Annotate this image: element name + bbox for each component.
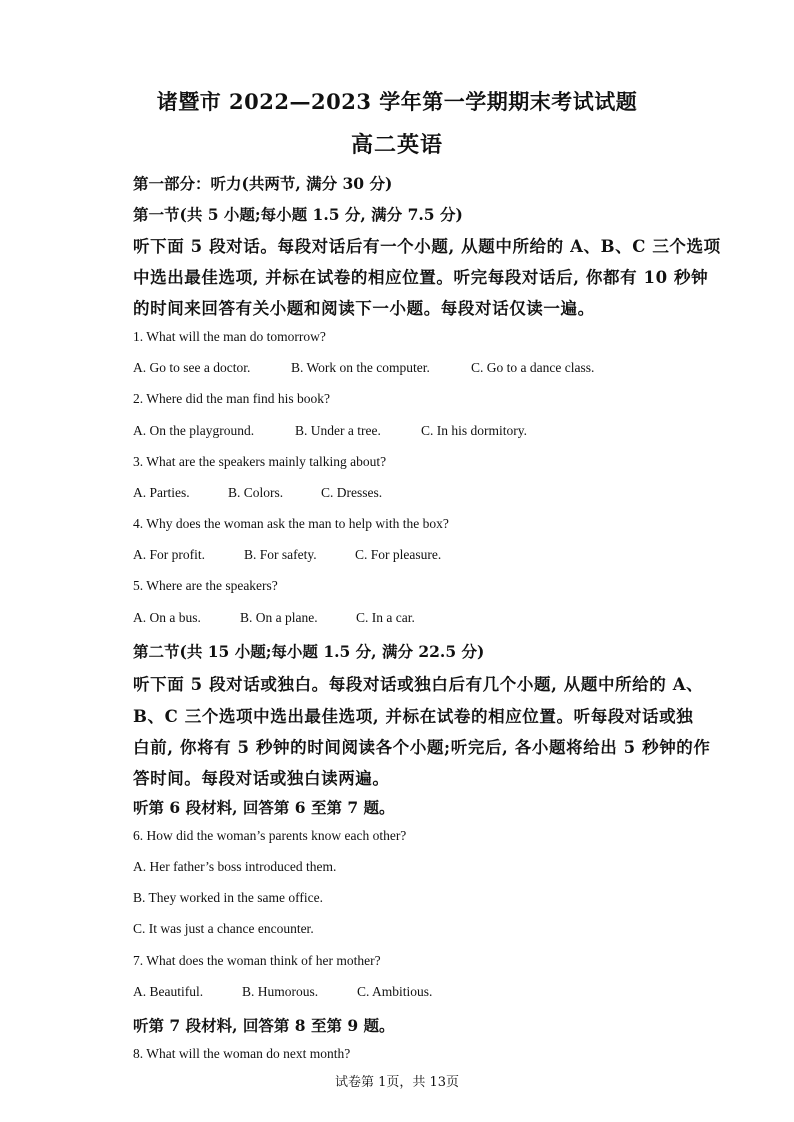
- q6-option-c: C. It was just a chance encounter.: [133, 921, 314, 936]
- section2-instruction-line: 听下面 5 段对话或独白。每段对话或独白后有几个小题, 从题中所给的 A、: [133, 675, 704, 694]
- q5-option-c: C. In a car.: [356, 610, 415, 625]
- question-3: 3. What are the speakers mainly talking about?: [133, 454, 387, 469]
- question-2: 2. Where did the man find his book?: [133, 391, 330, 406]
- question-4: 4. Why does the woman ask the man to help with the box?: [133, 516, 449, 531]
- question-6: 6. How did the woman’s parents know each other?: [133, 828, 407, 843]
- q2-option-a: A. On the playground.: [133, 423, 255, 438]
- question-7: 7. What does the woman think of her mother?: [133, 953, 381, 968]
- subject-title: 高二英语: [350, 132, 443, 158]
- q7-option-c: C. Ambitious.: [357, 984, 433, 999]
- section2-heading: 第二节(共 15 小题;每小题 1.5 分, 满分 22.5 分): [133, 642, 485, 661]
- exam-title: 诸暨市 2022—2023 学年第一学期期末考试试题: [156, 89, 638, 114]
- q1-option-b: B. Work on the computer.: [291, 360, 430, 375]
- q5-option-b: B. On a plane.: [240, 610, 318, 625]
- q2-option-b: B. Under a tree.: [295, 423, 381, 438]
- q3-option-b: B. Colors.: [228, 485, 284, 500]
- section2-instruction-line: 答时间。每段对话或独白读两遍。: [133, 769, 390, 788]
- q5-option-a: A. On a bus.: [133, 610, 201, 625]
- section1-heading: 第一节(共 5 小题;每小题 1.5 分, 满分 7.5 分): [133, 205, 463, 224]
- q3-option-a: A. Parties.: [133, 485, 190, 500]
- q6-option-b: B. They worked in the same office.: [133, 890, 323, 905]
- q7-option-a: A. Beautiful.: [133, 984, 204, 999]
- section2-instruction-line: 白前, 你将有 5 秒钟的时间阅读各个小题;听完后, 各小题将给出 5 秒钟的作: [133, 738, 711, 757]
- q7-option-b: B. Humorous.: [242, 984, 319, 999]
- q4-option-b: B. For safety.: [244, 547, 317, 562]
- q2-option-c: C. In his dormitory.: [421, 423, 527, 438]
- question-1: 1. What will the man do tomorrow?: [133, 329, 326, 344]
- page-footer: 试卷第 1页，共 13页: [334, 1075, 460, 1090]
- q3-option-c: C. Dresses.: [321, 485, 383, 500]
- part1-heading: 第一部分：听力(共两节, 满分 30 分): [133, 174, 393, 193]
- q1-option-a: A. Go to see a doctor.: [133, 360, 251, 375]
- q6-option-a: A. Her father’s boss introduced them.: [133, 859, 337, 874]
- section1-instruction-line: 的时间来回答有关小题和阅读下一小题。每段对话仅读一遍。: [133, 299, 595, 318]
- section1-instruction-line: 中选出最佳选项, 并标在试卷的相应位置。听完每段对话后, 你都有 10 秒钟: [133, 268, 709, 287]
- question-5: 5. Where are the speakers?: [133, 578, 278, 593]
- material6-heading: 听第 6 段材料, 回答第 6 至第 7 题。: [133, 798, 395, 817]
- q4-option-a: A. For profit.: [133, 547, 205, 562]
- section2-instruction-line: B、C 三个选项中选出最佳选项, 并标在试卷的相应位置。听每段对话或独: [133, 707, 694, 726]
- q4-option-c: C. For pleasure.: [355, 547, 442, 562]
- section1-instruction-line: 听下面 5 段对话。每段对话后有一个小题, 从题中所给的 A、B、C 三个选项: [133, 237, 721, 256]
- material7-heading: 听第 7 段材料, 回答第 8 至第 9 题。: [133, 1016, 395, 1035]
- question-8: 8. What will the woman do next month?: [133, 1046, 351, 1061]
- q1-option-c: C. Go to a dance class.: [471, 360, 595, 375]
